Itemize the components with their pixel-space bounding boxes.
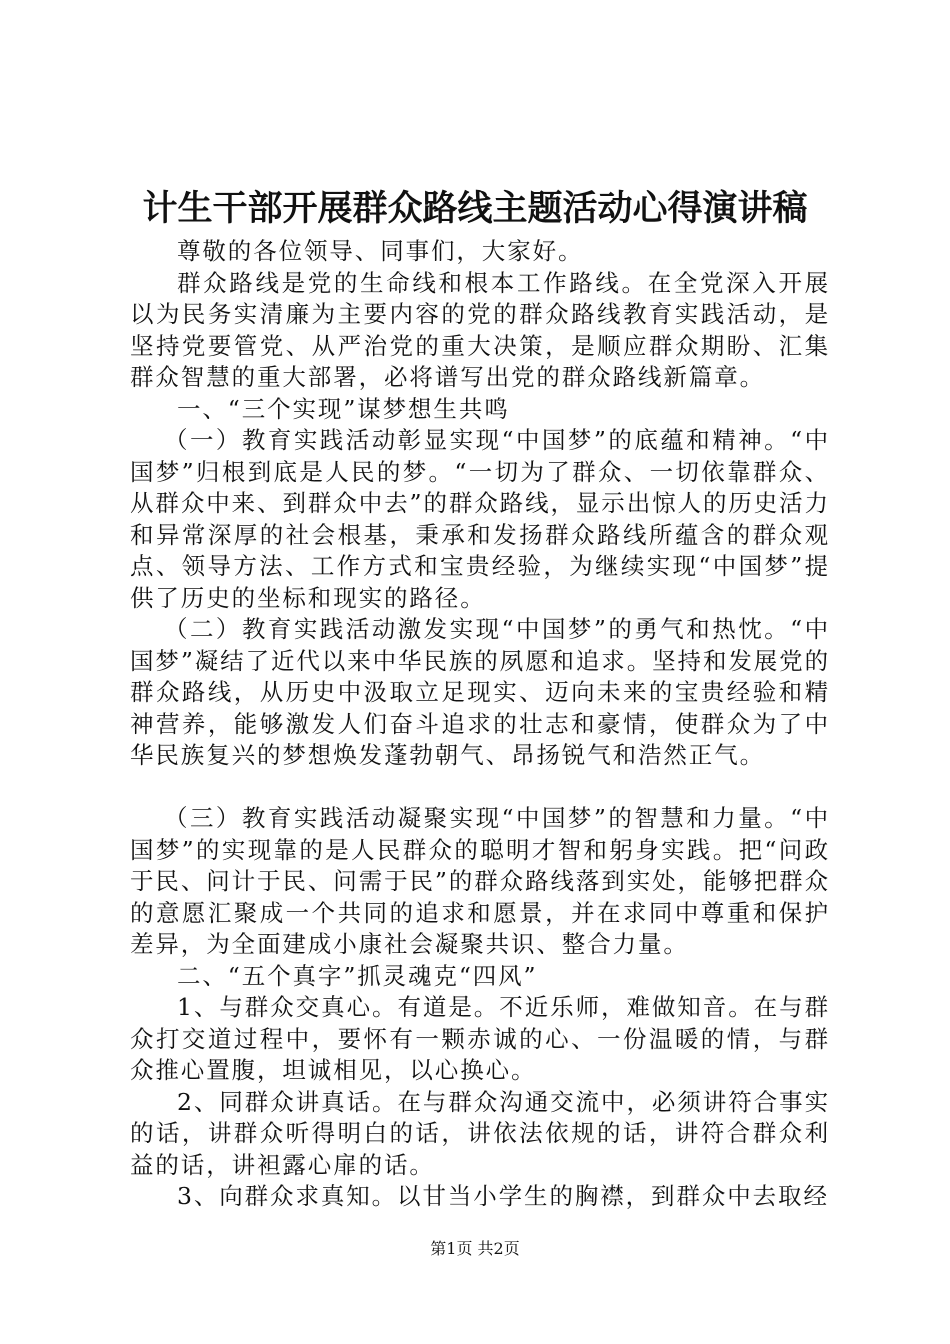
paragraph-2-3: 3、向群众求真知。以甘当小学生的胸襟，到群众中去取经 (177, 1182, 829, 1210)
paragraph-1-2: （二）教育实践活动激发实现“中国梦”的勇气和热忱。“中国梦”凝结了近代以来中华民族的夙愿和追求。坚持和发展党的群众路线，从历史中汲取立足现实、迈向未来的宝贵经验和精神营养，能够激发人们奋斗追求的壮志和豪情，使群众为了中华民族复兴的梦想焕发蓬勃朝气、昂扬锐气和浩然正气。 (130, 615, 830, 769)
document-body (130, 236, 830, 1213)
paragraph-2-1: 1、与群众交真心。有道是。不近乐师，难做知音。在与群众打交道过程中，要怀有一颗赤诚的心、一份温暖的情，与群众推心置腹，坦诚相见，以心换心。 (130, 993, 830, 1084)
paragraph-2-2: 2、同群众讲真话。在与群众沟通交流中，必须讲符合事实的话，讲群众听得明白的话，讲依法依规的话，讲符合群众利益的话，讲袒露心扉的话。 (130, 1087, 830, 1179)
page-footer: 第1页 共2页 (430, 1239, 520, 1258)
paragraph-gap (130, 772, 830, 804)
paragraph-1-3: （三）教育实践活动凝聚实现“中国梦”的智慧和力量。“中国梦”的实现靠的是人民群众的聪明才智和躬身实践。把“问政于民、问计于民、问需于民”的群众路线落到实处，能够把群众的意愿汇聚成一个共同的追求和愿景，并在求同中尊重和保护差异，为全面建成小康社会凝聚共识、整合力量。 (130, 804, 830, 958)
paragraph-intro: 群众路线是党的生命线和根本工作路线。在全党深入开展以为民务实清廉为主要内容的党的群众路线教育实践活动，是坚持党要管党、从严治党的重大决策，是顺应群众期盼、汇集群众智慧的重大部署，必将谱写出党的群众路线新篇章。 (130, 268, 830, 391)
document-title: 计生干部开展群众路线主题活动心得演讲稿 (142, 188, 808, 229)
section-heading-2: 二、“五个真字”抓灵魂克“四风” (177, 961, 538, 990)
paragraph-1-1: （一）教育实践活动彰显实现“中国梦”的底蕴和精神。“中国梦”归根到底是人民的梦。“一切为了群众、一切依靠群众、从群众中来、到群众中去”的群众路线，显示出惊人的历史活力和异常深厚的社会根基，秉承和发扬群众路线所蕴含的群众观点、领导方法、工作方式和宝贵经验，为继续实现“中国梦”提供了历史的坐标和现实的路径。 (130, 426, 830, 612)
section-heading-1: 一、“三个实现”谋梦想生共鸣 (177, 394, 510, 423)
paragraph-greeting: 尊敬的各位领导、同事们，大家好。 (177, 237, 584, 265)
